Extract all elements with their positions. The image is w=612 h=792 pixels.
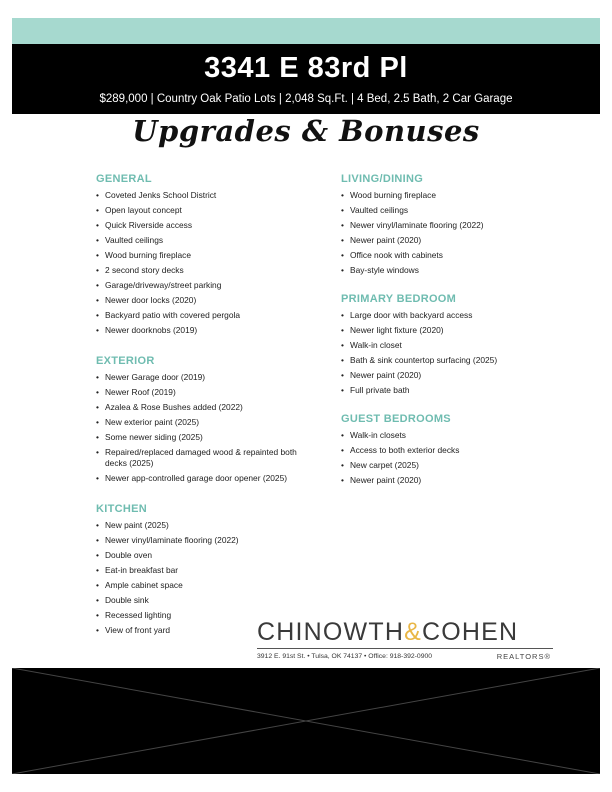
list-item: • Vaulted ceilings [341,205,571,216]
list-item: • Newer paint (2020) [341,370,571,381]
header-banner [12,44,600,114]
list-item: • Newer doorknobs (2019) [96,325,321,336]
page-title: Upgrades & Bonuses [132,114,480,148]
list-item: • Office nook with cabinets [341,250,571,261]
list-item: • Coveted Jenks School District [96,190,321,201]
logo-wordmark [257,618,553,649]
section-heading: LIVING/DINING [341,173,424,185]
list-item: • Double sink [96,595,321,606]
logo-ampersand: & [404,618,422,646]
feature-list [96,372,321,484]
list-item: • New paint (2025) [96,520,321,531]
list-item: • Newer Roof (2019) [96,387,321,398]
section-living-dining [341,172,571,280]
list-item: • Newer door locks (2020) [96,295,321,306]
list-item: • Newer paint (2020) [341,475,571,486]
list-item: • Wood burning fireplace [96,250,321,261]
logo-name-right: COHEN [421,618,519,646]
list-item: • Walk-in closets [341,430,571,441]
section-heading: GENERAL [96,173,152,185]
list-item: • Eat-in breakfast bar [96,565,321,576]
list-item: • Newer vinyl/laminate flooring (2022) [96,535,321,546]
feature-list [341,190,571,276]
image-placeholder [12,668,600,774]
list-item: • Repaired/replaced damaged wood & repainted both decks (2025) [96,447,321,469]
realtors-label: REALTORS® [496,652,551,661]
list-item: • Newer paint (2020) [341,235,571,246]
list-item: • Azalea & Rose Bushes added (2022) [96,402,321,413]
list-item: • Some newer siding (2025) [96,432,321,443]
list-item: • Backyard patio with covered pergola [96,310,321,321]
list-item: • Vaulted ceilings [96,235,321,246]
office-address: 3912 E. 91st St. • Tulsa, OK 74137 • Office: 918-392-0900 [257,653,433,660]
list-item: • Open layout concept [96,205,321,216]
list-item: • Walk-in closet [341,340,571,351]
section-heading: PRIMARY BEDROOM [341,293,457,305]
feature-list [341,430,571,486]
list-item: • Garage/driveway/street parking [96,280,321,291]
feature-list [96,190,321,336]
list-item: • Quick Riverside access [96,220,321,231]
list-item: • Recessed lighting [96,610,321,621]
list-item: • New exterior paint (2025) [96,417,321,428]
section-exterior [96,354,321,488]
logo-name-left: CHINOWTH [257,618,405,646]
list-item: • Large door with backyard access [341,310,571,321]
list-item: • Ample cabinet space [96,580,321,591]
list-item: • Full private bath [341,385,571,396]
section-heading: EXTERIOR [96,355,155,367]
list-item: • Newer Garage door (2019) [96,372,321,383]
list-item: • Newer vinyl/laminate flooring (2022) [341,220,571,231]
placeholder-cross-icon [12,668,600,774]
list-item: • Newer app-controlled garage door opener (2025) [96,473,321,484]
list-item: • Access to both exterior decks [341,445,571,456]
list-item: • Double oven [96,550,321,561]
top-accent-bar [12,18,600,44]
list-item: • Wood burning fireplace [341,190,571,201]
brokerage-logo [257,618,557,660]
section-heading: KITCHEN [96,503,147,515]
section-heading: GUEST BEDROOMS [341,413,451,425]
section-guest-bedrooms [341,412,571,490]
list-item: • View of front yard [96,625,321,636]
list-item: • 2 second story decks [96,265,321,276]
list-item: • New carpet (2025) [341,460,571,471]
list-item: • Bay-style windows [341,265,571,276]
section-primary-bedroom [341,292,571,400]
section-general [96,172,321,340]
property-address: 3341 E 83rd Pl [204,52,408,84]
property-details: $289,000 | Country Oak Patio Lots | 2,048 Sq.Ft. | 4 Bed, 2.5 Bath, 2 Car Garage [99,93,513,105]
feature-list [341,310,571,396]
list-item: • Bath & sink countertop surfacing (2025) [341,355,571,366]
list-item: • Newer light fixture (2020) [341,325,571,336]
